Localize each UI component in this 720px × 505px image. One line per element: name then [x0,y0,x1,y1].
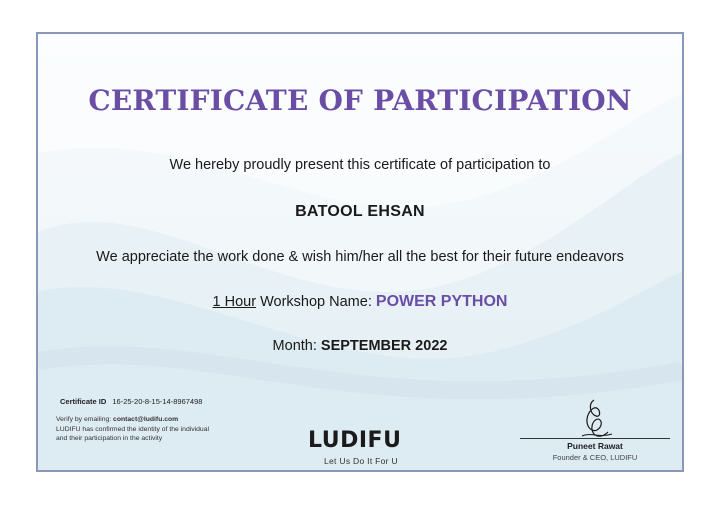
signer-name: Puneet Rawat [567,441,623,451]
signature-icon [574,396,618,442]
signer-title: Founder & CEO, LUDIFU [552,453,638,462]
verify-email-link[interactable]: contact@ludifu.com [113,416,179,423]
month-label: Month: [272,338,317,354]
workshop-name: POWER PYTHON [375,293,508,310]
ludifu-logo: LUDIFU [308,428,402,453]
logo-tagline: Let Us Do It For U [324,456,398,466]
verify-text: LUDIFU has confirmed the identity of the individual and their participation in the activity [56,425,210,442]
workshop-line [38,293,682,311]
certificate-id-label: Certificate ID [60,397,107,406]
appreciation-text: We appreciate the work done & wish him/her all the best for their future endeavors [96,249,624,265]
month-line [38,338,682,354]
certificate-title: CERTIFICATE OF PARTICIPATION [88,84,632,117]
recipient-name: BATOOL EHSAN [295,203,425,220]
verification-note [56,415,216,444]
certificate-id-value: 16-25-20-8-15-14-8967498 [112,397,203,406]
verify-prefix: Verify by emailing: [56,416,112,423]
workshop-duration: 1 Hour [212,294,257,310]
presentation-text: We hereby proudly present this certificate of participation to [169,157,551,173]
month-value: SEPTEMBER 2022 [320,338,448,354]
signature-line [520,438,670,439]
certificate-frame [36,32,684,472]
workshop-label: Workshop Name: [260,294,372,310]
certificate-id [60,397,202,406]
